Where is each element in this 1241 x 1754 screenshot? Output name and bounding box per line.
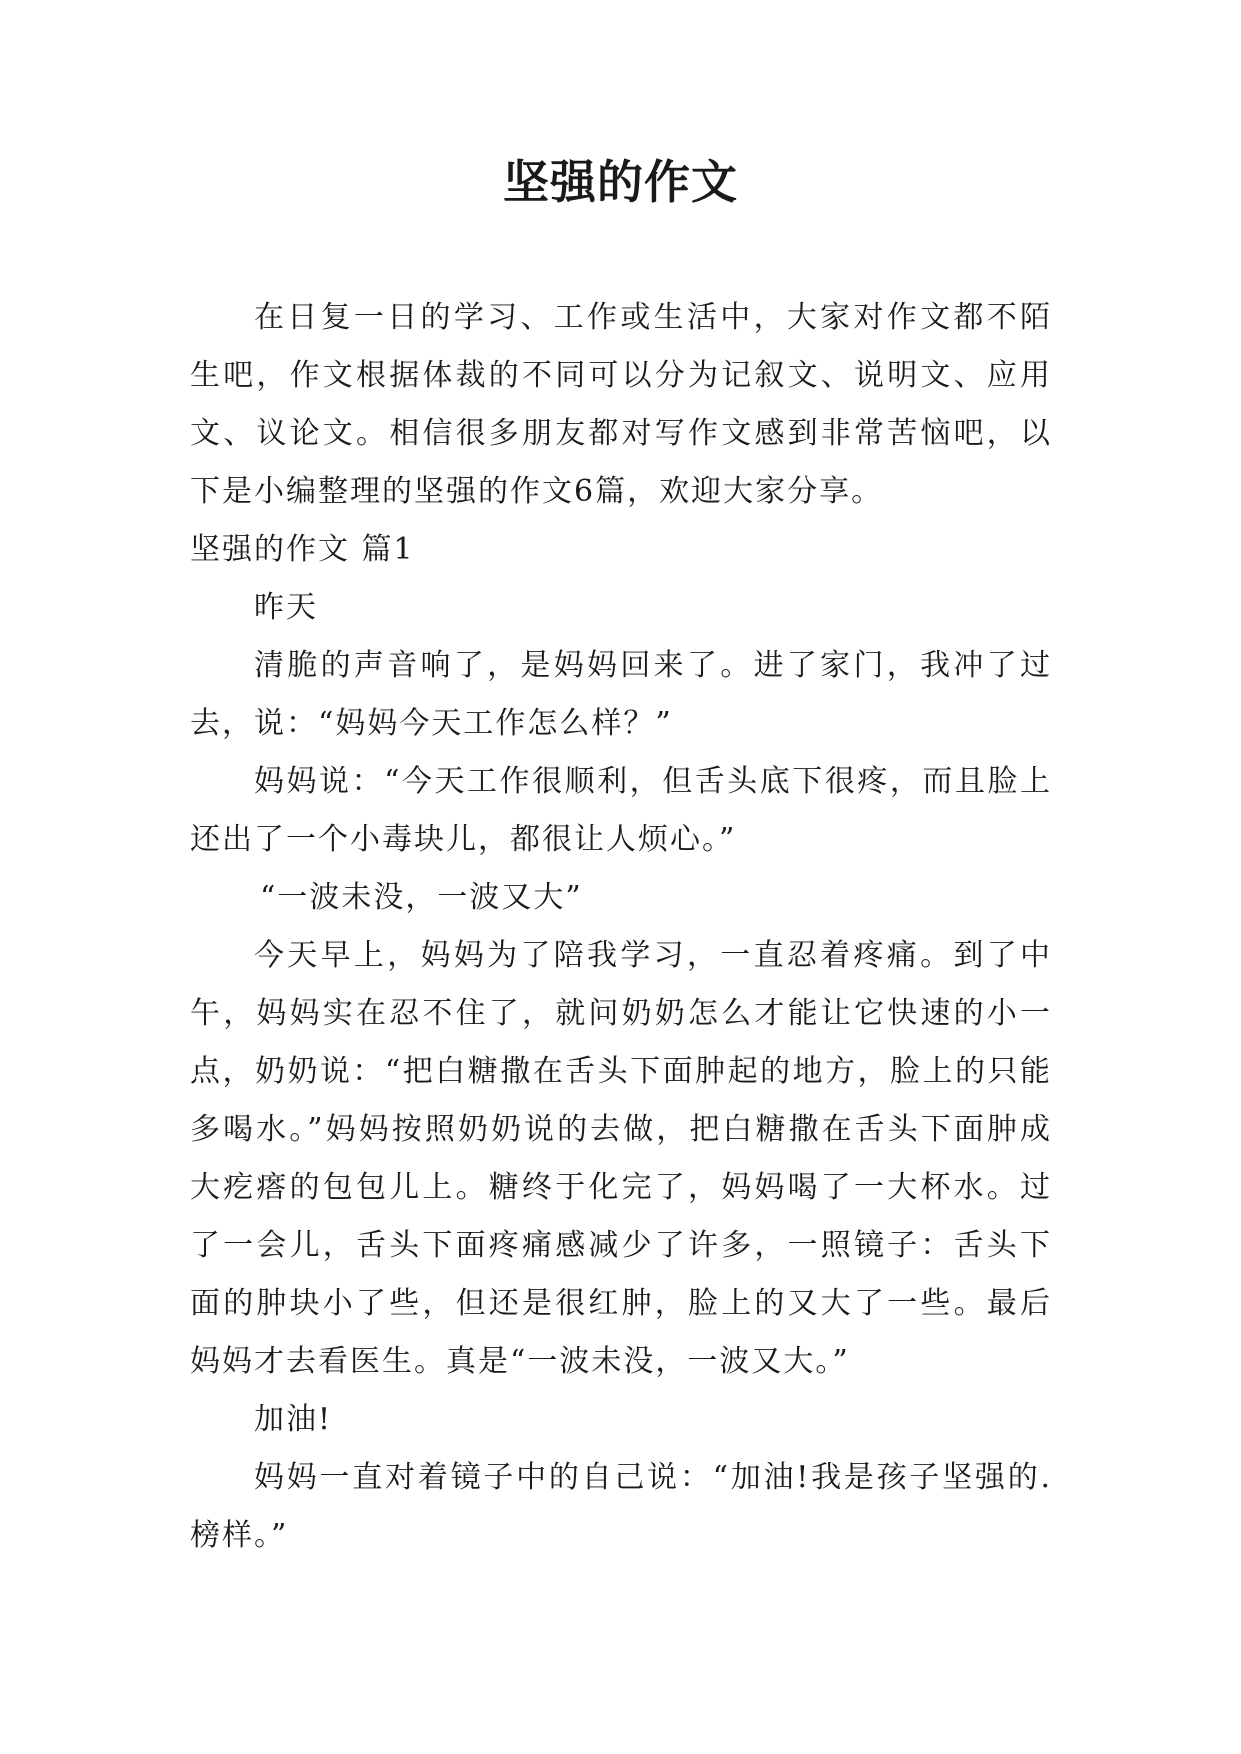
document-title: 坚强的作文 [503, 155, 738, 209]
paragraph-yesterday: 昨天 [254, 590, 318, 625]
intro-paragraph: 在日复一日的学习、工作或生活中，大家对作文都不陌生吧，作文根据体裁的不同可以分为记叙文、说明文、应用文、议论文。相信很多朋友都对写作文感到非常苦恼吧，以下是小编整理的坚强的作文6篇，欢迎大家分享。 [190, 300, 1052, 509]
paragraph-subheading-cheer: 加油! [254, 1402, 333, 1437]
paragraph-subheading-wave: “一波未没，一波又大” [260, 880, 583, 915]
section-heading: 坚强的作文 篇1 [190, 532, 415, 567]
document-body [190, 289, 1052, 1565]
paragraph-mom-returns: 清脆的声音响了，是妈妈回来了。进了家门，我冲了过去，说：“妈妈今天工作怎么样？” [190, 648, 1052, 741]
paragraph-this-morning: 今天早上，妈妈为了陪我学习，一直忍着疼痛。到了中午，妈妈实在忍不住了，就问奶奶怎么才能让它快速的小一点，奶奶说：“把白糖撒在舌头下面肿起的地方，脸上的只能多喝水。”妈妈按照奶奶说的去做，把白糖撒在舌头下面肿成大疙瘩的包包儿上。糖终于化完了，妈妈喝了一大杯水。过了一会儿，舌头下面疼痛感减少了许多，一照镜子：舌头下面的肿块小了些，但还是很红肿，脸上的又大了一些。最后妈妈才去看医生。真是“一波未没，一波又大。” [190, 938, 1052, 1379]
paragraph-mirror: 妈妈一直对着镜子中的自己说：“加油!我是孩子坚强的.榜样。” [190, 1460, 1052, 1553]
paragraph-mom-says: 妈妈说：“今天工作很顺利，但舌头底下很疼，而且脸上还出了一个小毒块儿，都很让人烦心。” [190, 764, 1052, 857]
